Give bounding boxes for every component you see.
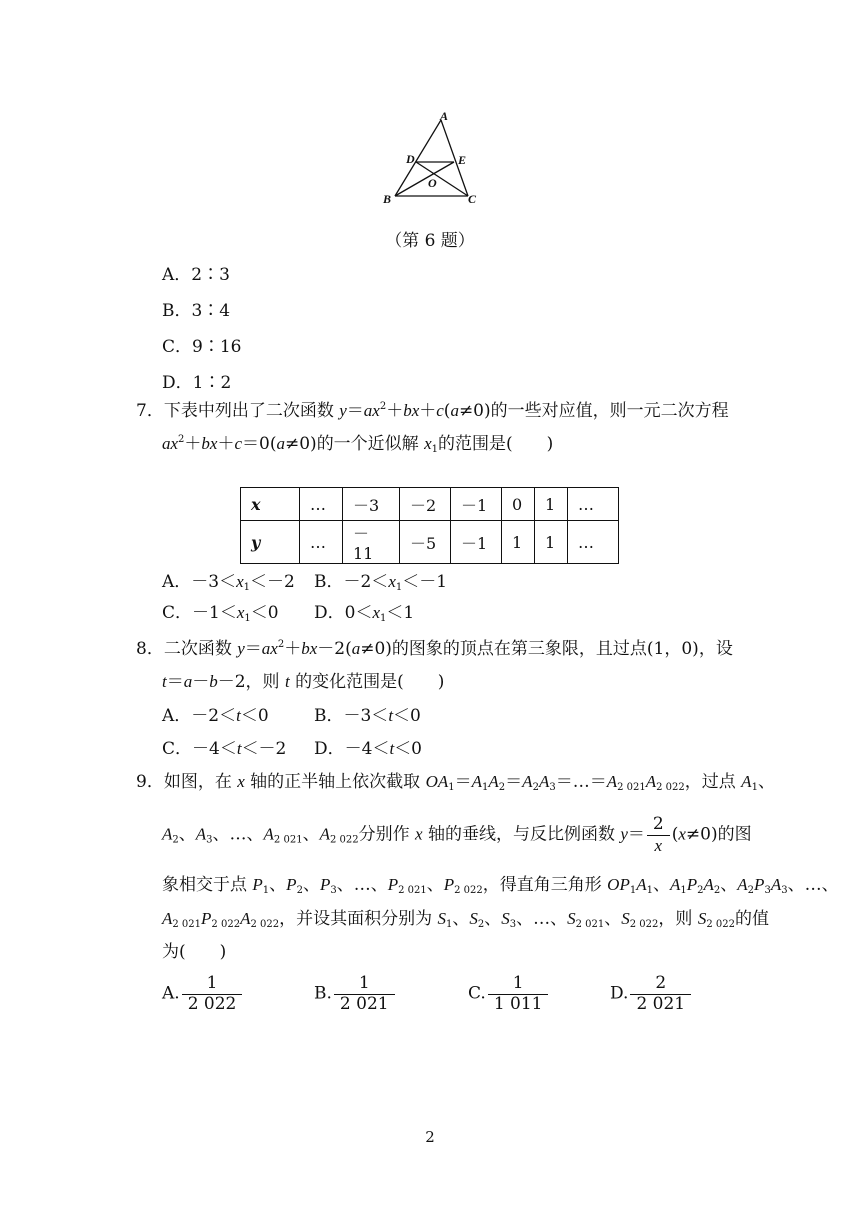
table-cell: －2	[400, 488, 451, 521]
q7-option-c: C．$-1<x_1<0$	[162, 603, 279, 624]
q8-line2: t＝a－b－2，则 t 的变化范围是( )	[162, 672, 445, 692]
q9-line5: 为( )	[162, 942, 227, 962]
table-cell: 1	[535, 488, 568, 521]
q7-line2: $ax^2+bx+c=0(a\ne 0)$的一个近似解 $x_1$的范围是( )	[162, 434, 554, 455]
q9-line1: 9．如图，在 x 轴的正半轴上依次截取 $OA_1=A_1A_2=A_2A_3=\dots=A_{2 021}A_{2 022}$，过点 $A_1$、	[136, 772, 775, 793]
table-cell: －1	[451, 521, 502, 564]
q8-option-d: D．－4＜t＜0	[314, 739, 423, 759]
table-cell: …	[568, 488, 619, 521]
table-cell: －3	[343, 488, 400, 521]
table-row	[241, 521, 619, 564]
table-cell: －11	[343, 521, 400, 564]
q8-option-b: B．－3＜t＜0	[314, 706, 421, 726]
q7-option-b: B．$-2<x_1<-1$	[314, 572, 448, 593]
table-row	[241, 488, 619, 521]
label-C: C	[468, 192, 477, 206]
q7-value-table	[240, 487, 619, 564]
table-cell: －5	[400, 521, 451, 564]
q6-option-c: C．9∶16	[162, 337, 242, 357]
table-cell: …	[568, 521, 619, 564]
q7-line1: 7．下表中列出了二次函数 $y=ax^2+bx+c(a\ne 0)$的一些对应值，则一元二次方程	[136, 401, 729, 421]
table-cell: 1	[535, 521, 568, 564]
page-number: 2	[425, 1128, 435, 1146]
q9-option-b: B. $\frac{1}{2 021}$	[314, 974, 397, 1014]
table-cell: －1	[451, 488, 502, 521]
q6-option-a: A．2∶3	[162, 265, 230, 285]
q8-option-c: C．－4＜t＜－2	[162, 739, 287, 759]
q9-line4: $A_{2 021}P_{2 022}A_{2 022}$，并设其面积分别为 $S_1$、$S_2$、$S_3$、…、$S_{2 021}$、$S_{2 022}$，则 $S_{2 022}$的值	[162, 909, 769, 930]
inverse-fraction: $\frac{2}{x}$	[647, 815, 670, 855]
q6-option-b: B．3∶4	[162, 301, 231, 321]
label-B: B	[383, 192, 392, 206]
q9-line3: 象相交于点 $P_1$、$P_2$、$P_3$、…、$P_{2 021}$、$P_{2 022}$，得直角三角形 $OP_1A_1$、$A_1P_2A_2$、$A_2P_3A_3$、…、	[162, 875, 839, 896]
table-cell: 0	[502, 488, 535, 521]
table-row-head: x	[241, 488, 300, 521]
q9-line2: $A_2$、$A_3$、…、$A_{2 021}$、$A_{2 022}$分别作 x 轴的垂线，与反比例函数 y＝ $\frac{2}{x}$ (x≠0)的图	[162, 814, 752, 855]
table-cell: 1	[502, 521, 535, 564]
label-A: A	[440, 110, 449, 123]
q7-option-a: A．$-3<x_1<-2$	[162, 572, 295, 593]
q8-line1: 8．二次函数 $y=ax^2+bx-2(a\ne 0)$的图象的顶点在第三象限，且过点(1，0)，设	[136, 639, 733, 659]
q9-option-a: A. $\frac{1}{2 022}$	[162, 974, 244, 1014]
label-O: O	[428, 176, 437, 190]
label-D: D	[406, 152, 415, 166]
label-E: E	[458, 153, 467, 167]
q9-option-d: D. $\frac{2}{2 021}$	[610, 974, 693, 1014]
triangle-figure	[380, 110, 490, 210]
q6-option-d: D．1∶2	[162, 373, 232, 393]
table-cell: …	[300, 521, 343, 564]
q9-option-c: C. $\frac{1}{1 011}$	[468, 974, 550, 1014]
table-row-head: y	[241, 521, 300, 564]
figure-caption: （第 6 题）	[385, 231, 475, 251]
q7-option-d: D．$0<x_1<1$	[314, 603, 415, 624]
table-cell: …	[300, 488, 343, 521]
q8-option-a: A．－2＜t＜0	[162, 706, 269, 726]
